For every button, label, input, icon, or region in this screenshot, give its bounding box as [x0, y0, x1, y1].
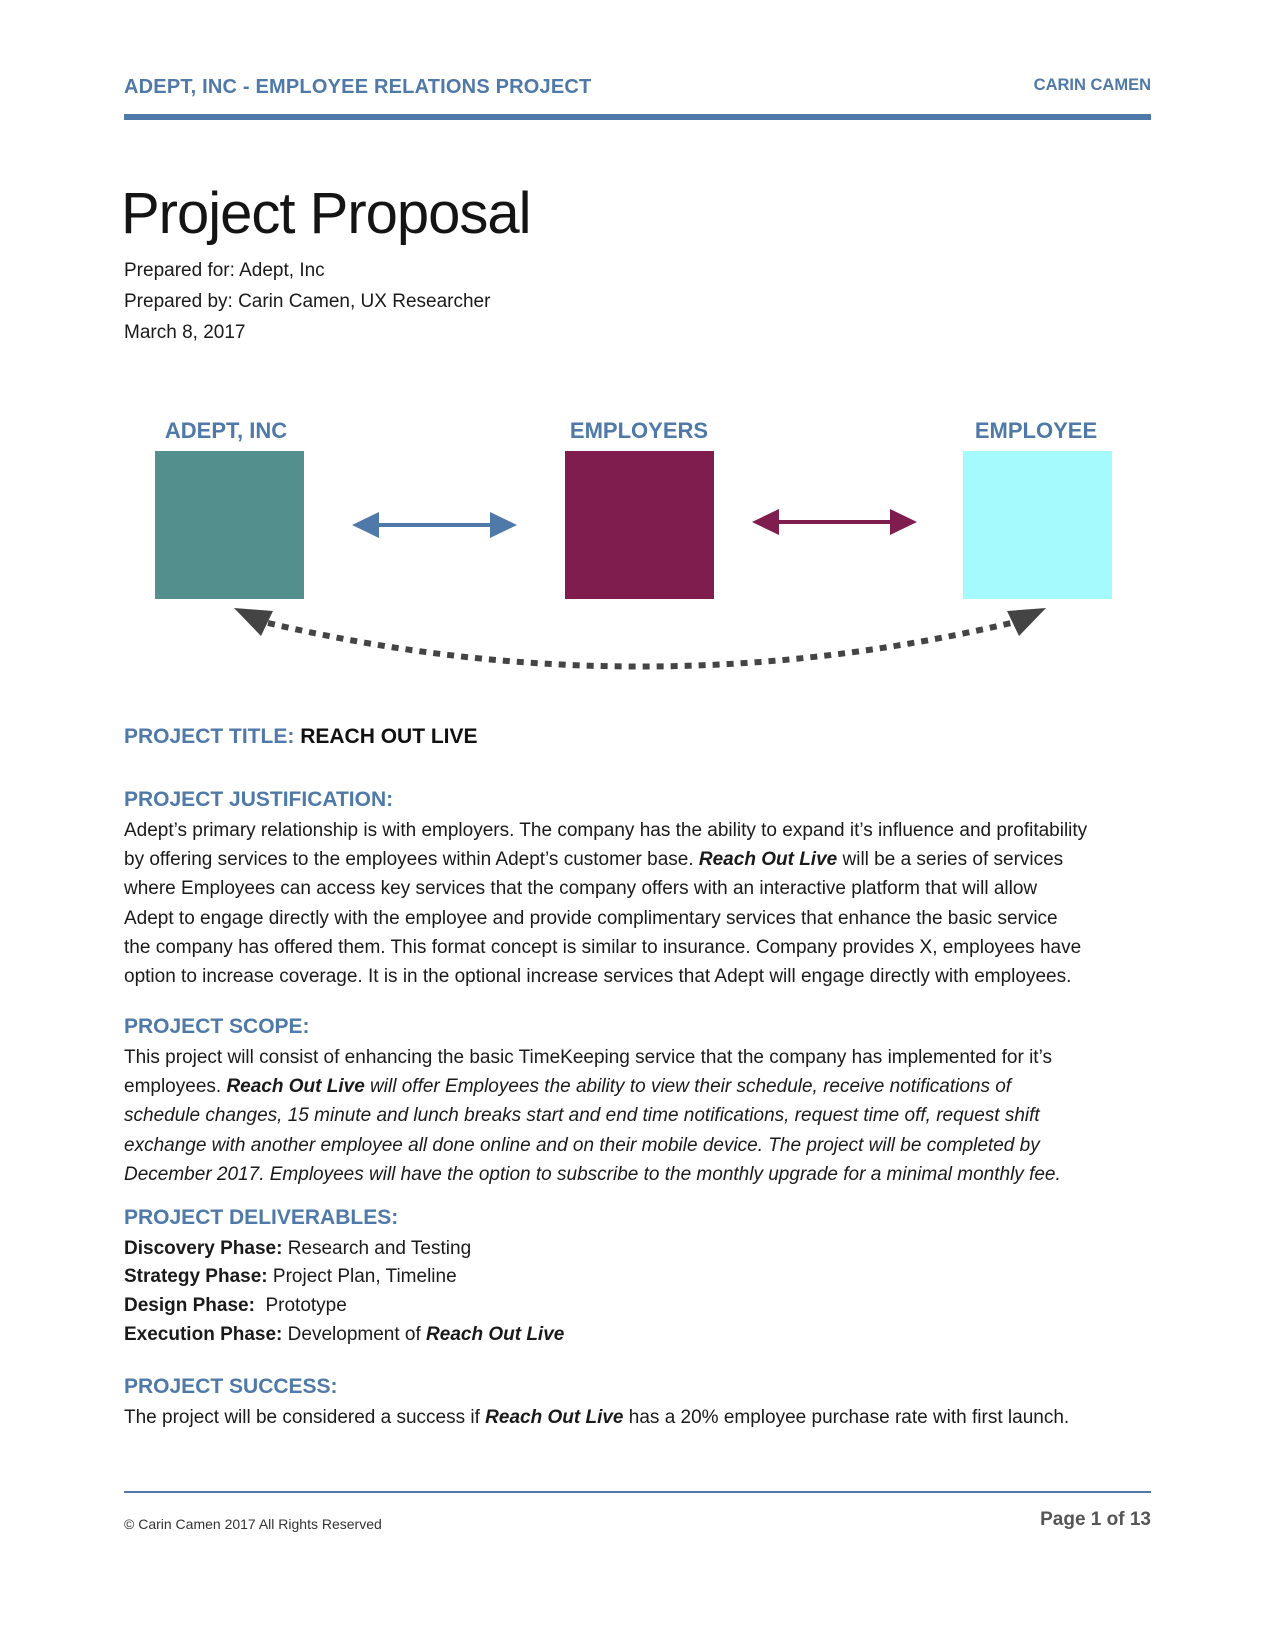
- node-label-adept: ADEPT, INC: [164, 418, 288, 443]
- prepared-for: Prepared for: Adept, Inc: [124, 260, 325, 281]
- document-date: March 8, 2017: [124, 322, 246, 343]
- footer-divider: [124, 1491, 1151, 1493]
- justification-line: Adept to engage directly with the employee and provide complimentary services that enhance the basic service: [124, 907, 1058, 929]
- node-box-employee: [963, 451, 1112, 599]
- document-title: Project Proposal: [121, 181, 531, 246]
- scope-line: schedule changes, 15 minute and lunch breaks start and end time notifications, request time off, request shift: [124, 1105, 1040, 1127]
- deliverable-item: Execution Phase: Development of Reach Out Live: [124, 1324, 565, 1345]
- scope-line: employees. Reach Out Live will offer Employees the ability to view their schedule, receive notifications of: [124, 1076, 1012, 1098]
- scope-line: This project will consist of enhancing the basic TimeKeeping service that the company has implemented for it’s: [124, 1047, 1052, 1068]
- product-name: Reach Out Live: [426, 1324, 565, 1345]
- success-body: The project will be considered a success if Reach Out Live has a 20% employee purchase rate with first launch.: [124, 1407, 1070, 1428]
- node-box-adept: [155, 451, 304, 599]
- scope-line: exchange with another employee all done online and on their mobile device. The project will be completed by: [124, 1134, 1040, 1156]
- project-title-heading: [124, 725, 478, 749]
- deliverables-heading: PROJECT DELIVERABLES:: [124, 1206, 399, 1229]
- scope-heading: PROJECT SCOPE:: [124, 1015, 310, 1038]
- prepared-by: Prepared by: Carin Camen, UX Researcher: [124, 291, 491, 312]
- arrow-adept-employee-dotted: [234, 608, 1046, 667]
- project-title-label: PROJECT TITLE:: [124, 725, 295, 748]
- node-box-employers: [565, 451, 714, 599]
- justification-line: the company has offered them. This format concept is similar to insurance. Company provides X, employees have: [124, 936, 1082, 958]
- justification-line: by offering services to the employees within Adept’s customer base. Reach Out Live will be a series of services: [124, 849, 1064, 871]
- justification-heading: PROJECT JUSTIFICATION:: [124, 788, 394, 811]
- arrow-adept-employers: [352, 512, 517, 538]
- deliverable-item: Design Phase: Prototype: [124, 1295, 347, 1316]
- success-heading: PROJECT SUCCESS:: [124, 1375, 338, 1398]
- page-number: Page 1 of 13: [1040, 1509, 1151, 1530]
- justification-body: [124, 816, 1154, 991]
- product-name: Reach Out Live: [485, 1407, 624, 1428]
- justification-line: where Employees can access key services that the company offers with an interactive platform that will allow: [124, 878, 1038, 900]
- justification-line: Adept’s primary relationship is with employers. The company has the ability to expand it’s influence and profitability: [124, 820, 1088, 841]
- deliverable-item: Discovery Phase: Research and Testing: [124, 1238, 472, 1259]
- deliverable-item: Strategy Phase: Project Plan, Timeline: [124, 1266, 457, 1287]
- node-label-employers: EMPLOYERS: [569, 418, 709, 443]
- scope-line: December 2017. Employees will have the option to subscribe to the monthly upgrade for a minimal monthly fee.: [124, 1163, 1061, 1185]
- node-label-employee: EMPLOYEE: [974, 418, 1098, 443]
- scope-body: [124, 1043, 1154, 1189]
- project-title-value: REACH OUT LIVE: [300, 725, 478, 748]
- arrow-employers-employee: [752, 509, 917, 535]
- footer-copyright: © Carin Camen 2017 All Rights Reserved: [124, 1516, 382, 1532]
- product-name: Reach Out Live: [698, 849, 838, 871]
- product-name: Reach Out Live: [226, 1076, 365, 1098]
- header-divider: [124, 114, 1151, 120]
- justification-line: option to increase coverage. It is in the optional increase services that Adept will engage directly with employees.: [124, 966, 1072, 988]
- header-author: CARIN CAMEN: [1033, 76, 1151, 94]
- header-project-title: ADEPT, INC - EMPLOYEE RELATIONS PROJECT: [124, 76, 592, 98]
